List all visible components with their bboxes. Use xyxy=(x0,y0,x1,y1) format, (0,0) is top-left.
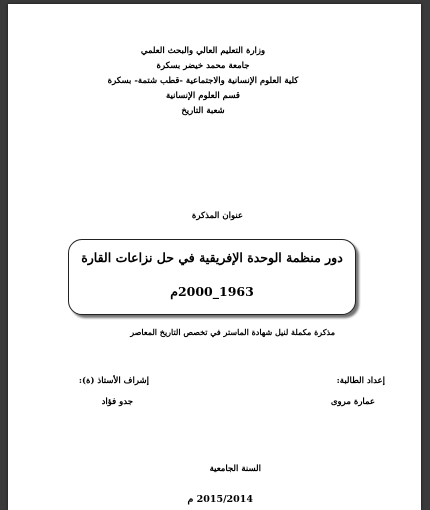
academic-year-value: 2015/2014 م xyxy=(187,494,253,505)
university-name: جامعة محمد خيضر بسكرة xyxy=(156,61,250,71)
student-label: إعداد الطالبة: xyxy=(336,376,385,386)
ministry-name: وزارة التعليم العالي والبحث العلمي xyxy=(140,46,266,56)
faculty-name: كلية العلوم الإنسانية والاجتماعية -قطب شتمة- بسكرة xyxy=(107,76,299,86)
branch-name: شعبة التاريخ xyxy=(181,106,225,116)
institution-header xyxy=(103,44,303,119)
thesis-description: مذكرة مكملة لنيل شهادة الماستر في تخصص التاريخ المعاصر xyxy=(130,327,335,337)
department-name: قسم العلوم الإنسانية xyxy=(166,91,240,101)
student-name: عمارة مروى xyxy=(330,397,375,407)
academic-year-label: السنة الجامعية xyxy=(209,464,261,474)
thesis-dates: 1963_2000م xyxy=(170,284,254,299)
supervisor-name: جدو فؤاد xyxy=(101,397,133,407)
title-box xyxy=(68,239,356,315)
document-page xyxy=(8,4,421,510)
title-label: عنوان المذكرة xyxy=(191,211,243,221)
supervisor-label: إشراف الأستاذ (ة): xyxy=(78,376,149,386)
thesis-title: دور منظمة الوحدة الإفريقية في حل نزاعات القارة xyxy=(81,250,343,265)
